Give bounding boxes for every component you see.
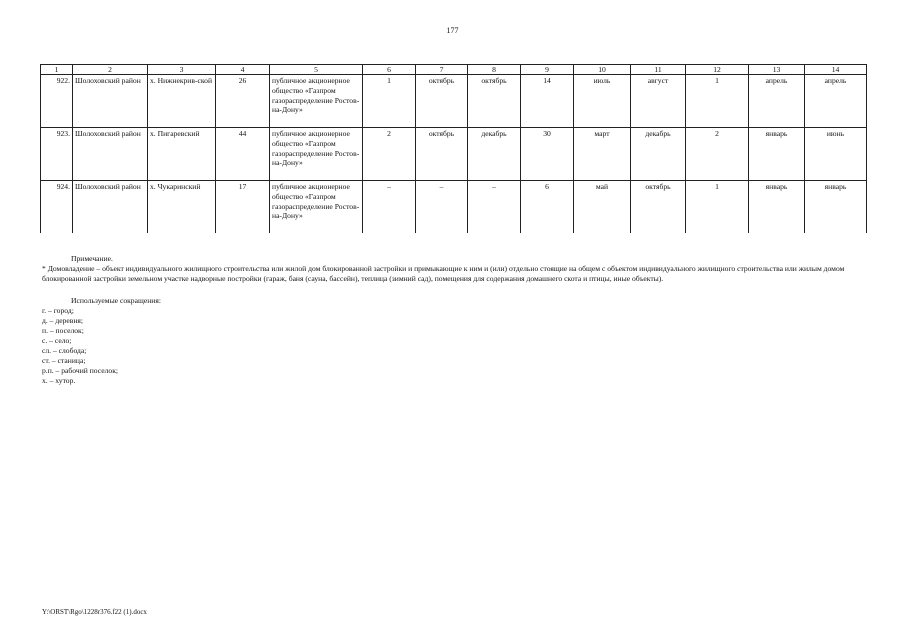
- table-cell: октябрь: [631, 181, 686, 234]
- table-cell: –: [416, 181, 468, 234]
- abbreviations-heading: Используемые сокращения:: [71, 296, 161, 305]
- abbreviation-item: с. – село;: [42, 336, 72, 345]
- column-header: 8: [468, 65, 521, 75]
- abbreviation-item: п. – поселок;: [42, 326, 84, 335]
- table-cell: июль: [574, 75, 631, 128]
- table-cell: 1: [363, 75, 416, 128]
- table-cell: апрель: [805, 75, 867, 128]
- page-number: 177: [446, 26, 459, 35]
- table-cell: х. Пигаревский: [148, 128, 216, 181]
- column-header: 12: [686, 65, 749, 75]
- table-header-row: [41, 65, 867, 75]
- table-cell: август: [631, 75, 686, 128]
- table-cell: июнь: [805, 128, 867, 181]
- table-cell: х. Чукаринский: [148, 181, 216, 234]
- table-cell: Шолоховский район: [73, 181, 148, 234]
- table-cell: апрель: [749, 75, 805, 128]
- table-cell: январь: [749, 128, 805, 181]
- abbreviation-item: сл. – слобода;: [42, 346, 87, 355]
- table-cell: –: [363, 181, 416, 234]
- column-header: 6: [363, 65, 416, 75]
- table-cell: публичное акционерное общество «Газпром газораспределение Ростов-на-Дону»: [270, 75, 363, 128]
- table-row: [41, 181, 867, 234]
- table-cell: Шолоховский район: [73, 128, 148, 181]
- column-header: 3: [148, 65, 216, 75]
- table-cell: 26: [216, 75, 270, 128]
- table-cell: 922.: [41, 75, 73, 128]
- table-cell: 17: [216, 181, 270, 234]
- abbreviation-item: ст. – станица;: [42, 356, 86, 365]
- notes-heading: Примечание.: [71, 254, 113, 263]
- abbreviation-item: г. – город;: [42, 306, 74, 315]
- table-cell: декабрь: [631, 128, 686, 181]
- table-cell: 1: [686, 181, 749, 234]
- column-header: 7: [416, 65, 468, 75]
- table-cell: 924.: [41, 181, 73, 234]
- table-cell: 30: [521, 128, 574, 181]
- table-cell: октябрь: [468, 75, 521, 128]
- table-cell: 14: [521, 75, 574, 128]
- column-header: 14: [805, 65, 867, 75]
- table-cell: декабрь: [468, 128, 521, 181]
- table-cell: январь: [749, 181, 805, 234]
- table-cell: 6: [521, 181, 574, 234]
- table-cell: октябрь: [416, 128, 468, 181]
- notes-section: [42, 254, 865, 386]
- file-path-footer: Y:\ORST\Rgo\1228r376.f22 (1).docx: [42, 608, 147, 616]
- table-cell: октябрь: [416, 75, 468, 128]
- table-cell: –: [468, 181, 521, 234]
- table-cell: 44: [216, 128, 270, 181]
- table-cell: 1: [686, 75, 749, 128]
- table-cell: март: [574, 128, 631, 181]
- table-cell: январь: [805, 181, 867, 234]
- table-cell: 2: [363, 128, 416, 181]
- abbreviation-item: д. – деревня;: [42, 316, 84, 325]
- table-cell: Шолоховский район: [73, 75, 148, 128]
- abbreviation-item: х. – хутор.: [42, 376, 76, 385]
- table-cell: х. Нижнекрив-ской: [148, 75, 216, 128]
- column-header: 5: [270, 65, 363, 75]
- table-cell: 923.: [41, 128, 73, 181]
- abbreviation-item: р.п. – рабочий поселок;: [42, 366, 118, 375]
- table-row: [41, 75, 867, 128]
- gasification-schedule-table: [40, 64, 867, 233]
- table-row: [41, 128, 867, 181]
- column-header: 10: [574, 65, 631, 75]
- column-header: 11: [631, 65, 686, 75]
- table-cell: публичное акционерное общество «Газпром газораспределение Ростов-на-Дону»: [270, 128, 363, 181]
- column-header: 2: [73, 65, 148, 75]
- table-cell: публичное акционерное общество «Газпром газораспределение Ростов-на-Дону»: [270, 181, 363, 234]
- abbreviations-list: [42, 306, 865, 386]
- table-cell: май: [574, 181, 631, 234]
- column-header: 1: [41, 65, 73, 75]
- dwelling-footnote: * Домовладение – объект индивидуального жилищного строительства или жилой дом блокированной застройки и примыкающие к ним и (или) отдельно стоящие на общем с объектом индивидуального жилищного строительства или жилым домом блокированной застройки земельном участке надворные постройки (гараж, баня (сауна, бассейн), теплица (зимний сад), помещения для содержания домашнего скота и птицы, иные объекты).: [42, 264, 845, 283]
- column-header: 9: [521, 65, 574, 75]
- column-header: 4: [216, 65, 270, 75]
- column-header: 13: [749, 65, 805, 75]
- table-cell: 2: [686, 128, 749, 181]
